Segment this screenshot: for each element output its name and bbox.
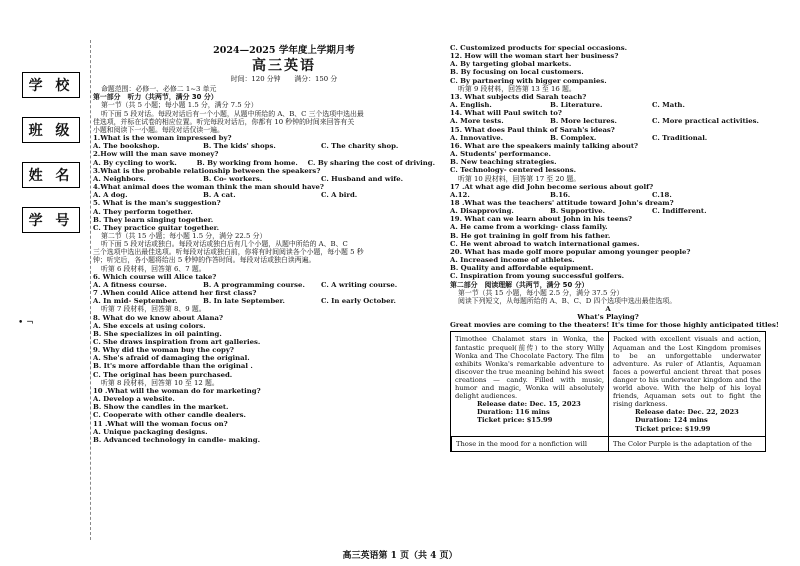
- answer-option: A. More tests.: [450, 117, 504, 126]
- subject-title: 高三英语: [252, 58, 316, 74]
- passage-letter: A: [605, 305, 611, 313]
- text-line: C. They practice guitar together.: [93, 223, 220, 232]
- answer-option: B. The kids' shops.: [203, 142, 276, 151]
- text-line: 听第 9 段材料，回答第 13 至 16 题。: [458, 84, 576, 93]
- answer-options: [93, 175, 435, 183]
- answer-option: B. By working from home.: [196, 158, 298, 167]
- text-line: B. Show the candles in the market.: [93, 403, 229, 412]
- text-line: 小题和阅读下一小题。每段对话仅读一遍。: [93, 125, 224, 134]
- exam-title: 2024—2025 学年度上学期月考: [213, 45, 355, 56]
- school-box: 学 校: [22, 72, 80, 98]
- left-content: [93, 85, 435, 444]
- answer-option: C. Husband and wife.: [321, 174, 404, 183]
- answer-option: C. By sharing the cost of driving.: [307, 158, 435, 167]
- answer-option: A. English.: [450, 101, 492, 110]
- answer-option: A. A fitness course.: [93, 280, 167, 289]
- answer-options: [450, 191, 766, 199]
- movie-description: Packed with excellent visuals and action, Aquaman and the Lost Kingdom promises to be an unforgettable underwater adventure. As ruler of Atlantis, Aquaman faces a powerful ancient threat that poses danger to his underwater kingdom and the world above. With the help of his loyal friends, Aquaman sets out to fight the rising darkness.: [613, 335, 761, 409]
- text-line: 听第 7 段材料，回答第 8、9 题。: [101, 305, 206, 314]
- answer-option: C. Indifferent.: [652, 207, 707, 216]
- student-info-sidebar: [22, 72, 80, 252]
- text-line: 19. What can we learn about John in his teens?: [450, 215, 633, 224]
- answer-option: B. In late September.: [203, 297, 285, 306]
- answer-option: C. Traditional.: [652, 133, 708, 142]
- answer-option: B. A programming course.: [203, 280, 305, 289]
- text-line: 16. What are the speakers mainly talking about?: [450, 141, 639, 150]
- text-line: 4.What animal does the woman think the man should have?: [93, 183, 324, 192]
- text-line: A. Increased income of athletes.: [450, 256, 575, 265]
- answer-options: [450, 207, 766, 215]
- page-footer: 高三英语第 1 页（共 4 页）: [342, 551, 458, 561]
- text-line: 6. Which course will Alice take?: [93, 272, 217, 281]
- text-line: 14. What will Paul switch to?: [450, 109, 562, 118]
- answer-options: [450, 101, 766, 109]
- text-line: C. The original has been purchased.: [93, 370, 233, 379]
- movie-description: Those in the mood for a nonfiction will: [456, 439, 587, 448]
- answer-option: A. The bookshop.: [93, 142, 160, 151]
- answer-options: [93, 142, 435, 150]
- text-line: C. She draws inspiration from art galleries.: [93, 338, 261, 346]
- text-line: B. He got training in golf from his father.: [450, 231, 611, 240]
- student-number-box: 学 号: [22, 207, 80, 233]
- answer-option: A. Disapproving.: [450, 207, 514, 216]
- answer-option: C. A bird.: [321, 191, 358, 200]
- duration: Duration: 124 mins: [635, 416, 708, 425]
- movie-table: [450, 331, 766, 451]
- answer-option: C. A writing course.: [321, 280, 398, 289]
- text-line: 第二节（共 15 小题；每小题 1.5 分，满分 22.5 分）: [101, 231, 267, 240]
- answer-option: A. Neighbors.: [93, 174, 146, 183]
- answer-option: A.12.: [450, 190, 470, 199]
- class-box: 班 级: [22, 117, 80, 143]
- text-line: A. She excels at using colors.: [93, 321, 206, 330]
- movie-cell-wonka: [451, 332, 608, 435]
- text-line: 8. What do we know about Alana?: [93, 313, 224, 322]
- movie-cell-aquaman: [608, 332, 765, 435]
- answer-option: C. In early October.: [321, 297, 396, 306]
- release-date: Release date: Dec. 15, 2023: [477, 400, 581, 409]
- answer-option: A. By cycling to work.: [93, 158, 177, 167]
- text-line: 命题范围：必修一、必修二 1~3 单元: [101, 85, 217, 94]
- text-line: A. He came from a working- class family.: [450, 223, 608, 232]
- answer-option: B. Literature.: [550, 101, 603, 110]
- text-line: 1.What is the woman impressed by?: [93, 134, 232, 143]
- name-box: 姓 名: [22, 162, 80, 188]
- answer-options: [93, 297, 435, 305]
- text-line: A. By targeting global markets.: [450, 60, 572, 69]
- text-line: 18 .What was the teachers' attitude toward John's dream?: [450, 198, 674, 207]
- answer-options: [93, 191, 435, 199]
- margin-mark: • ¬: [18, 318, 34, 328]
- answer-options: [450, 117, 766, 125]
- text-line: 17 .At what age did John become serious about golf?: [450, 182, 654, 191]
- text-line: 20. What has made golf more popular among younger people?: [450, 247, 691, 256]
- answer-option: A. A dog.: [93, 191, 128, 200]
- text-line: 听第 8 段材料，回答第 10 至 12 题。: [101, 378, 219, 387]
- answer-option: C.18.: [652, 190, 672, 199]
- right-content: [450, 44, 766, 305]
- binding-line: [90, 40, 91, 540]
- text-line: B. By focusing on local customers.: [450, 68, 584, 77]
- text-line: 9. Why did the woman buy the copy?: [93, 346, 234, 355]
- text-line: C. Customized products for special occasions.: [450, 44, 628, 52]
- text-line: 阅读下列短文，从每题所给的 A、B、C、D 四个选项中选出最佳选项。: [458, 296, 677, 305]
- movie-cell-nonfiction: [451, 436, 608, 451]
- text-line: 三个选项中选出最佳选项。听每段对话或独白前，你将有时间阅读各个小题，每小题 5 秒: [93, 248, 364, 257]
- right-column: [450, 44, 779, 452]
- duration: Duration: 116 mins: [477, 408, 550, 417]
- answer-option: B. Co- workers.: [203, 174, 263, 183]
- answer-options: [450, 134, 766, 142]
- answer-option: C. Math.: [652, 101, 685, 110]
- text-line: A. They perform together.: [93, 207, 193, 216]
- text-line: B. New teaching strategies.: [450, 158, 557, 167]
- movie-cell-color-purple: [608, 436, 765, 451]
- answer-options: [93, 281, 435, 289]
- text-line: 10 .What will the woman do for marketing?: [93, 386, 261, 395]
- answer-option: A. Innovative.: [450, 133, 504, 142]
- passage-title: What's Playing?: [577, 313, 639, 322]
- answer-options: [93, 159, 435, 167]
- answer-option: B. A cat.: [203, 191, 236, 200]
- answer-option: C. The charity shop.: [321, 142, 399, 151]
- left-column: [93, 44, 435, 444]
- text-line: 12. How will the woman start her business?: [450, 52, 619, 61]
- text-line: 5. What is the man's suggestion?: [93, 199, 221, 208]
- text-line: B. Quality and affordable equipment.: [450, 264, 594, 273]
- text-line: B. She specializes in oil painting.: [93, 329, 222, 338]
- ticket-price: Ticket price: $15.99: [477, 416, 553, 425]
- text-line: A. Develop a website.: [93, 395, 175, 404]
- section-heading: 第一部分 听力（共两节，满分 30 分）: [93, 93, 218, 102]
- ticket-price: Ticket price: $19.99: [635, 424, 711, 433]
- text-line: 15. What does Paul think of Sarah's ideas?: [450, 125, 615, 134]
- text-line: C. Inspiration from young successful golfers.: [450, 272, 625, 281]
- text-line: C. Technology- centered lessons.: [450, 166, 577, 175]
- passage-subtitle: Great movies are coming to the theaters! It's time for those highly anticipated titles!: [450, 321, 779, 330]
- movie-description: The Color Purple is the adaptation of the: [613, 439, 752, 448]
- answer-option: A. In mid- September.: [93, 297, 178, 306]
- text-line: A. Unique packaging designs.: [93, 427, 208, 436]
- text-line: 第一节（共 15 小题，每小题 2.5 分，满分 37.5 分）: [458, 288, 624, 297]
- text-line: B. It's more affordable than the original .: [93, 362, 253, 371]
- answer-option: B. Complex.: [550, 133, 597, 142]
- answer-option: B. Supportive.: [550, 207, 606, 216]
- text-line: 听第 10 段材料，回答第 17 至 20 题。: [458, 174, 581, 183]
- text-line: 听第 6 段材料，回答第 6、7 题。: [101, 264, 206, 273]
- text-line: 听下面 5 段对话或独白。每段对话或独白后有几个小题，从题中所给的 A、B、C: [101, 240, 348, 249]
- section-heading: 第二部分 阅读理解（共两节，满分 50 分）: [450, 280, 589, 289]
- text-line: 3.What is the probable relationship between the speakers?: [93, 166, 321, 175]
- text-line: 11 .What will the woman focus on?: [93, 419, 228, 428]
- movie-description: Timothee Chalamet stars in Wonka, the fantastic prequel(前传) to the story Willy Wonka and The Chocolate Factory. The film exhibits Wonka's remarkable adventure to discover the true meaning behind his sweet creations — candy. Filled with music, humor and magic, Wonka will absolutely delight audiences.: [455, 335, 604, 401]
- text-line: A. Students' performance.: [450, 150, 551, 159]
- text-line: 第一节（共 5 小题；每小题 1.5 分，满分 7.5 分）: [101, 101, 258, 110]
- answer-option: B. More lectures.: [550, 117, 617, 126]
- answer-option: B.16.: [550, 190, 571, 199]
- release-date: Release date: Dec. 22, 2023: [635, 408, 739, 417]
- text-line: 听下面 5 段对话。每段对话后有一个小题，从题中所给的 A、B、C 三个选项中选出最: [101, 109, 364, 118]
- text-line: B. They learn singing together.: [93, 215, 214, 224]
- text-line: 2.How will the man save money?: [93, 150, 219, 159]
- text-line: B. Advanced technology in candle- making.: [93, 435, 261, 444]
- text-line: A. She's afraid of damaging the original.: [93, 354, 250, 363]
- text-line: 钟；听完后，各小题将给出 5 秒钟的作答时间。每段对话或独白读两遍。: [93, 256, 316, 265]
- answer-option: C. More practical activities.: [652, 117, 759, 126]
- text-line: 13. What subjects did Sarah teach?: [450, 92, 587, 101]
- text-line: C. He went abroad to watch international games.: [450, 239, 640, 248]
- text-line: 佳选项，并标在试卷的相应位置。听完每段对话后，你都有 10 秒钟的时间来回答有关: [93, 117, 355, 126]
- exam-meta: 时间：120 分钟 满分：150 分: [230, 75, 338, 83]
- text-line: C. Cooperate with other candle dealers.: [93, 411, 246, 420]
- text-line: 7 .When could Alice attend her first class?: [93, 289, 257, 298]
- text-line: C. By partnering with bigger companies.: [450, 76, 607, 85]
